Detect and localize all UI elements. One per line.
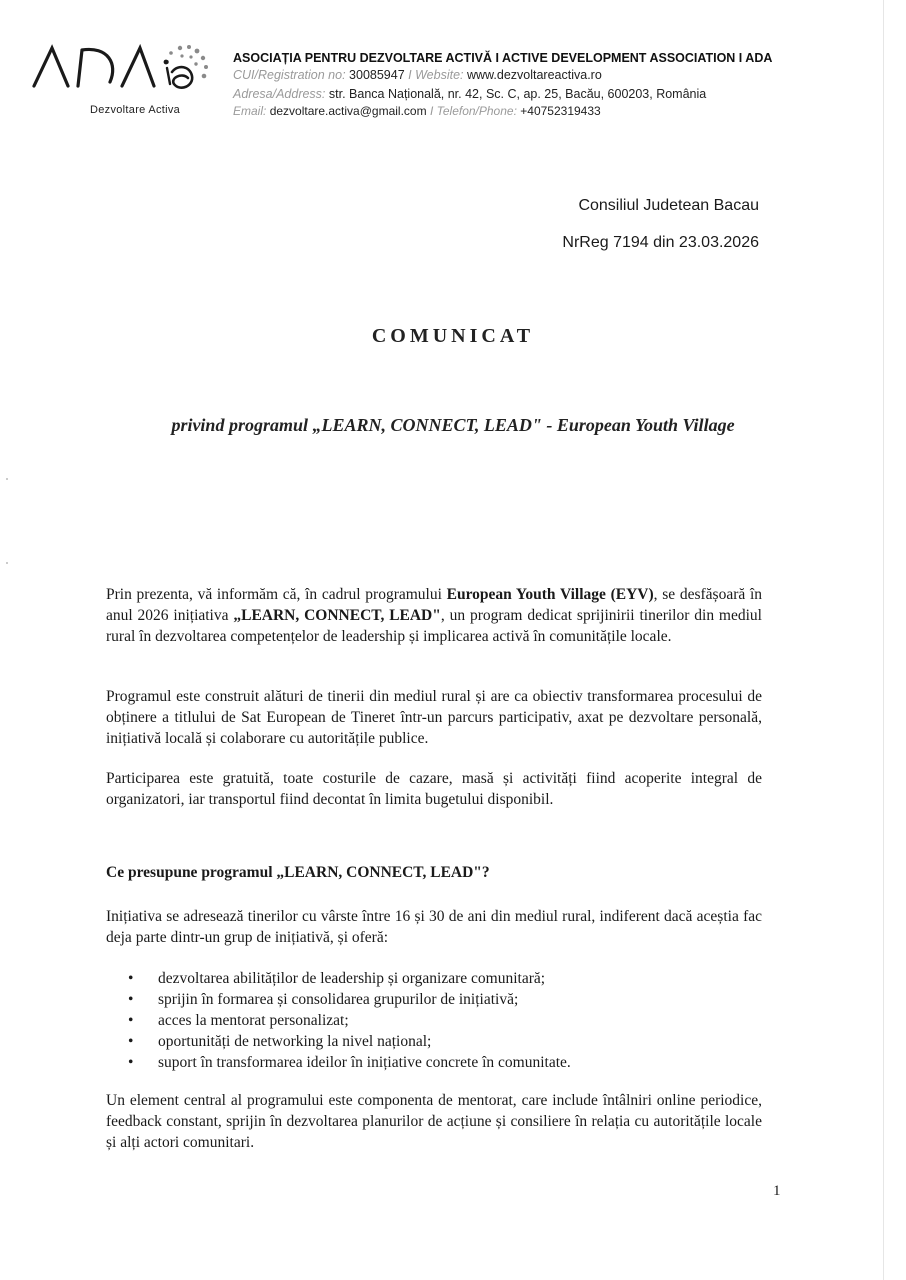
logo-subtitle: Dezvoltare Activa bbox=[90, 104, 181, 116]
cui-label: CUI/Registration no: bbox=[233, 68, 346, 82]
website-label: I Website: bbox=[408, 68, 464, 82]
list-item: • dezvoltarea abilităților de leadership și organizare comunitară; bbox=[128, 968, 571, 989]
section-heading: Ce presupune programul „LEARN, CONNECT, LEAD"? bbox=[106, 864, 490, 881]
scan-edge bbox=[883, 0, 884, 1280]
phone-value: +40752319433 bbox=[520, 104, 601, 118]
recipient-name: Consiliul Judetean Bacau bbox=[578, 197, 759, 214]
scan-speck bbox=[6, 478, 8, 480]
email-link[interactable]: dezvoltare.activa@gmail.com bbox=[269, 104, 427, 118]
list-item: • acces la mentorat personalizat; bbox=[128, 1010, 571, 1031]
list-item: • suport în transformarea ideilor în inițiative concrete în comunitate. bbox=[128, 1052, 571, 1073]
scan-speck bbox=[6, 562, 8, 564]
address-line bbox=[233, 87, 706, 101]
list-item: • oportunități de networking la nivel național; bbox=[128, 1031, 571, 1052]
audience-paragraph: Inițiativa se adresează tinerilor cu vârste între 16 și 30 de ani din mediul rural, indiferent dacă aceștia fac deja parte dintr-un grup de inițiativă, și oferă: bbox=[106, 908, 762, 946]
objective-paragraph: Programul este construit alături de tinerii din mediul rural și are ca obiectiv transformarea procesului de obținere a titlului de Sat European de Tineret într-un parcurs participativ, axat pe dezvoltare personală, inițiativă locală și colaborare cu autoritățile publice. bbox=[106, 688, 762, 747]
address-label: Adresa/Address: bbox=[233, 87, 326, 101]
cui-value: 30085947 bbox=[349, 68, 405, 82]
organization-name: ASOCIAȚIA PENTRU DEZVOLTARE ACTIVĂ I ACTIVE DEVELOPMENT ASSOCIATION I ADA bbox=[233, 51, 773, 65]
address-value: str. Banca Națională, nr. 42, Sc. C, ap. 25, Bacău, 600203, România bbox=[328, 87, 707, 101]
mentoring-paragraph: Un element central al programului este componenta de mentorat, care include întâlniri online periodice, feedback constant, sprijin în dezvoltarea planurilor de acțiune și consiliere în relația cu autoritățile locale și alți actori comunitari. bbox=[106, 1092, 762, 1151]
document-subtitle: privind programul „LEARN, CONNECT, LEAD" - European Youth Village bbox=[171, 415, 735, 435]
page-number: 1 bbox=[773, 1183, 781, 1199]
list-item: • sprijin în formarea și consolidarea grupurilor de inițiativă; bbox=[128, 989, 571, 1010]
registration-line bbox=[233, 68, 602, 82]
website-link[interactable]: www.dezvoltareactiva.ro bbox=[467, 68, 602, 82]
registration-number: NrReg 7194 din 23.03.2026 bbox=[562, 234, 759, 251]
intro-paragraph: Prin prezenta, vă informăm că, în cadrul programului European Youth Village (EYV), se desfășoară în anul 2026 inițiativa „LEARN, CONNECT, LEAD", un program dedicat sprijinirii tinerilor din mediul rural în dezvoltarea competențelor de leadership și implicarea activă în comunitățile locale. bbox=[106, 586, 762, 645]
email-label: Email: bbox=[233, 104, 267, 118]
phone-label: I Telefon/Phone: bbox=[429, 104, 517, 118]
document-title: COMUNICAT bbox=[371, 325, 535, 347]
benefits-list bbox=[128, 968, 571, 1073]
costs-paragraph: Participarea este gratuită, toate costurile de cazare, masă și activități fiind acoperite integral de organizatori, iar transportul fiind decontat în limita bugetului disponibil. bbox=[106, 770, 762, 808]
contact-line bbox=[233, 104, 601, 118]
